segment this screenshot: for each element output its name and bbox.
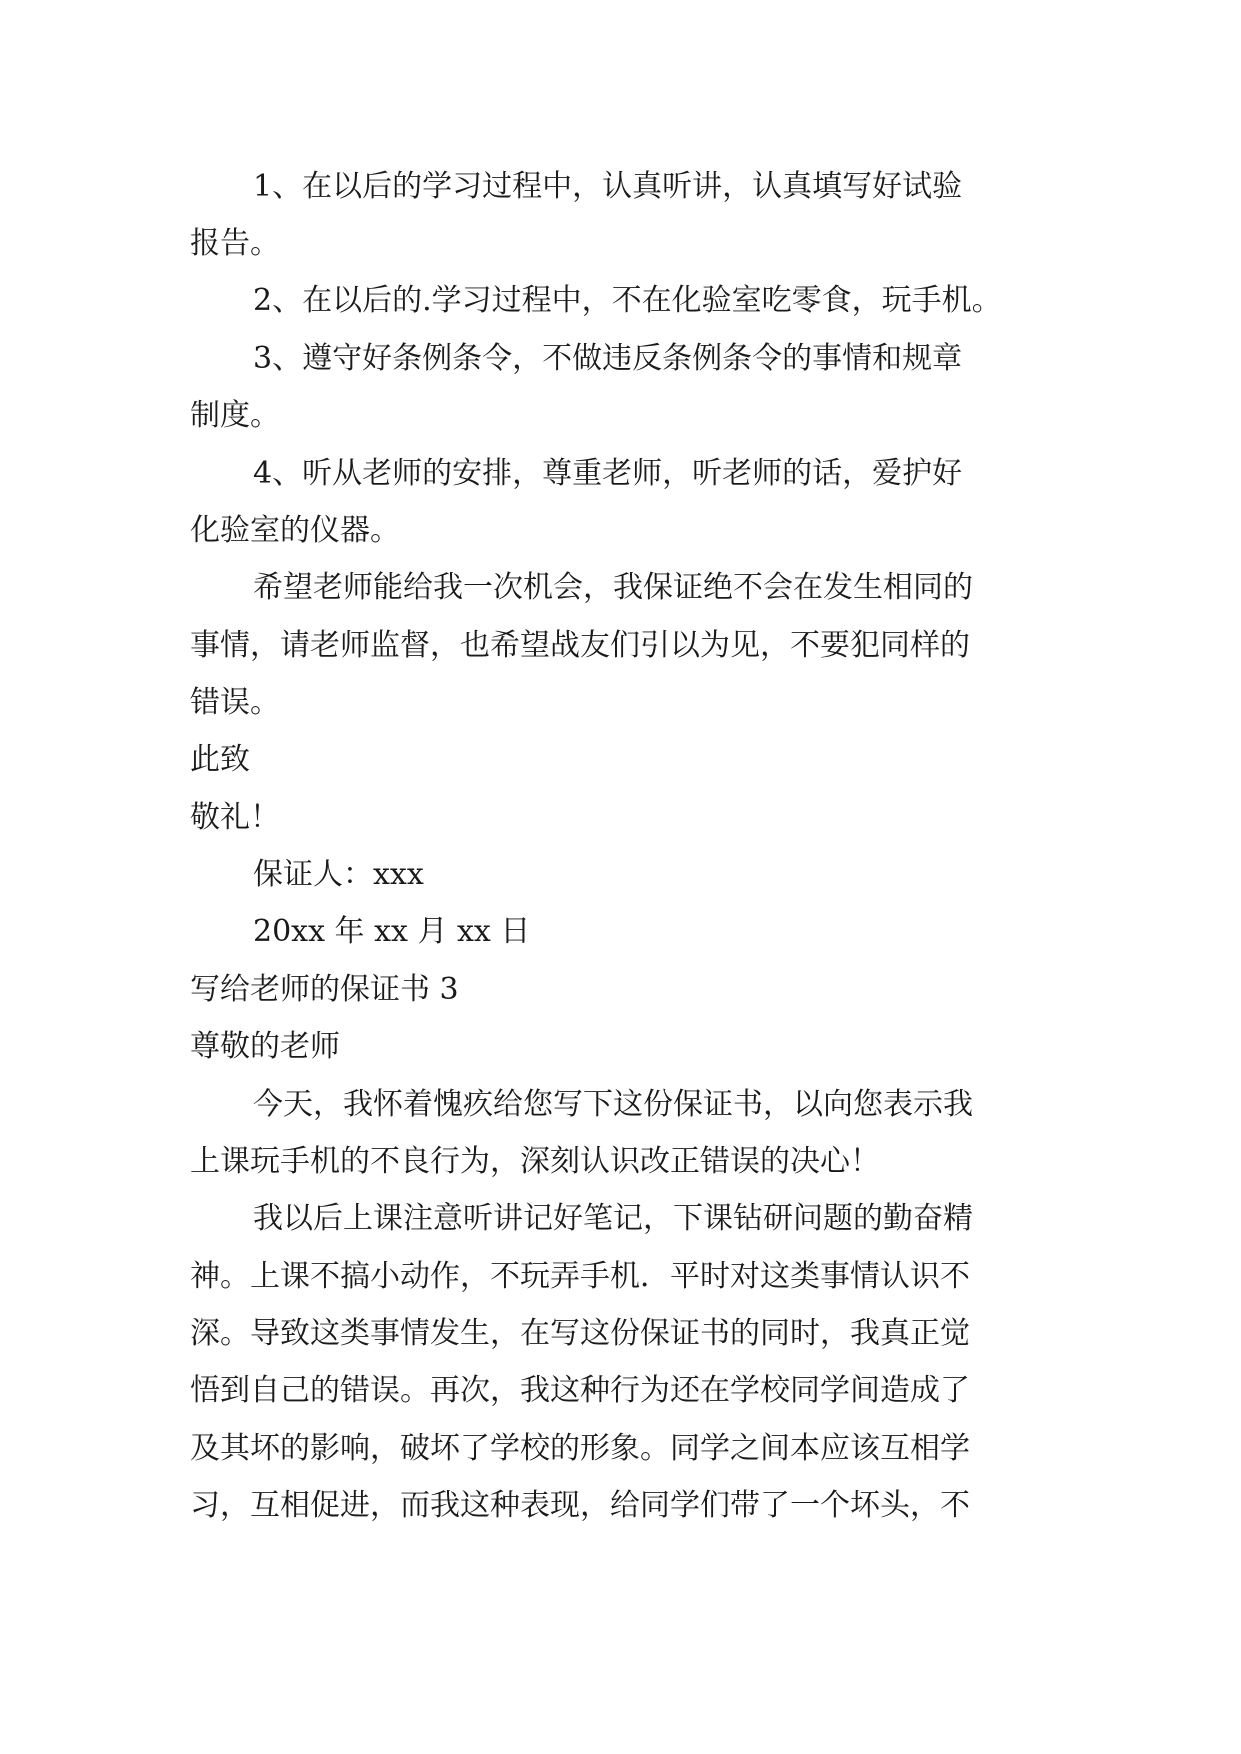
text-line: 悟到自己的错误。再次，我这种行为还在学校同学间造成了 <box>190 1373 970 1408</box>
text-line: 深。导致这类事情发生，在写这份保证书的同时，我真正觉 <box>190 1316 970 1351</box>
text-line: 制度。 <box>190 398 280 433</box>
text-line: 4、听从老师的安排，尊重老师，听老师的话，爱护好 <box>253 456 963 491</box>
closing-line: 敬礼！ <box>190 800 280 835</box>
text-line: 希望老师能给我一次机会，我保证绝不会在发生相同的 <box>253 570 973 605</box>
signature-line: 保证人：xxx <box>253 857 424 892</box>
text-line: 事情，请老师监督，也希望战友们引以为见，不要犯同样的 <box>190 628 970 663</box>
closing-line: 此致 <box>190 742 250 777</box>
text-line: 报告。 <box>190 226 280 261</box>
date-line: 20xx 年 xx 月 xx 日 <box>253 914 531 949</box>
text-line: 及其坏的影响，破坏了学校的形象。同学之间本应该互相学 <box>190 1431 970 1466</box>
text-line: 3、遵守好条例条令，不做违反条例条令的事情和规章 <box>253 341 963 376</box>
text-line: 错误。 <box>190 685 280 720</box>
text-line: 习，互相促进，而我这种表现，给同学们带了一个坏头，不 <box>190 1488 970 1523</box>
text-line: 我以后上课注意听讲记好笔记，下课钻研问题的勤奋精 <box>253 1201 973 1236</box>
salutation: 尊敬的老师 <box>190 1029 340 1064</box>
text-line: 今天，我怀着愧疚给您写下这份保证书，以向您表示我 <box>253 1087 973 1122</box>
text-line: 上课玩手机的不良行为，深刻认识改正错误的决心！ <box>190 1144 880 1179</box>
text-line: 化验室的仪器。 <box>190 513 400 548</box>
text-line: 2、在以后的.学习过程中，不在化验室吃零食，玩手机。 <box>253 283 1002 318</box>
text-line: 神。上课不搞小动作，不玩弄手机．平时对这类事情认识不 <box>190 1259 970 1294</box>
section-title: 写给老师的保证书 3 <box>190 972 459 1007</box>
text-line: 1、在以后的学习过程中，认真听讲，认真填写好试验 <box>253 169 963 204</box>
